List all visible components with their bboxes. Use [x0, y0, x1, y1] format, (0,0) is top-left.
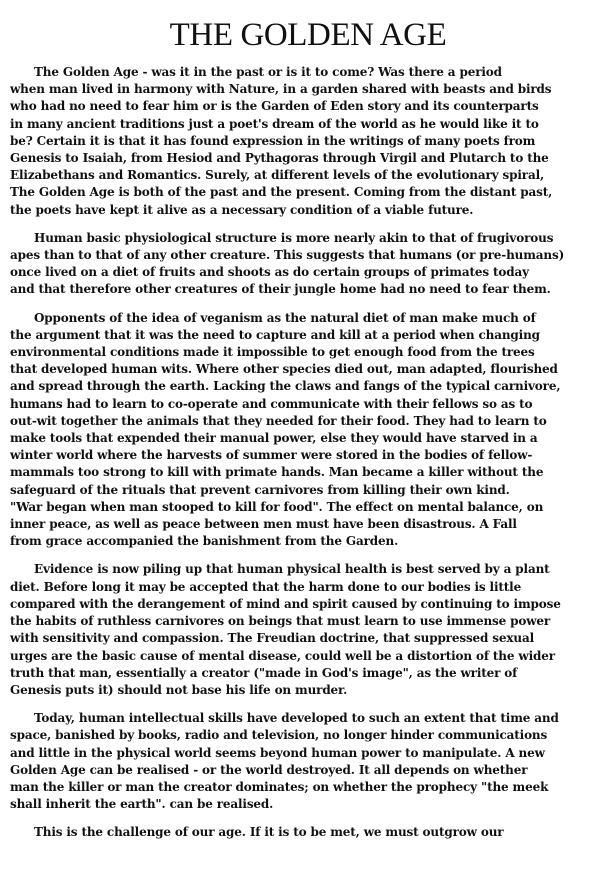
text-line: space, banished by books, radio and television, no longer hinder communications	[10, 728, 548, 743]
text-line: be? Certain it is that it has found expression in the writings of many poets from	[10, 133, 536, 148]
text-line: inner peace, as well as peace between men must have been disastrous. A Fall	[10, 517, 517, 532]
text-line: Elizabethans and Romantics. Surely, at different levels of the evolutionary spiral,	[10, 168, 545, 183]
text-line: urges are the basic cause of mental disease, could well be a distortion of the wider	[10, 648, 555, 663]
text-line: the argument that it was the need to capture and kill at a period when changing	[10, 327, 540, 342]
paragraph-1	[10, 64, 596, 219]
text-line: Genesis puts it) should not base his life on murder.	[10, 682, 348, 697]
paragraph-5	[10, 710, 596, 813]
text-line: with sensitivity and compassion. The Freudian doctrine, that suppressed sexual	[10, 631, 535, 646]
text-line: man the killer or man the creator dominates; on whether the prophecy "the meek	[10, 779, 549, 794]
paragraph-6	[10, 824, 596, 841]
text-line: diet. Before long it may be accepted that the harm done to our bodies is little	[10, 579, 522, 594]
page-title: THE GOLDEN AGE	[169, 17, 447, 53]
text-line: This is the challenge of our age. If it is to be met, we must outgrow our	[34, 825, 504, 840]
paragraph-4	[10, 561, 596, 699]
paragraph-3	[10, 310, 596, 551]
body-text	[10, 64, 596, 842]
text-line: environmental conditions made it impossible to get enough food from the trees	[10, 345, 535, 360]
text-line: shall inherit the earth". can be realised.	[10, 797, 274, 812]
text-line: when man lived in harmony with Nature, in a garden shared with beasts and birds	[10, 82, 552, 97]
text-line: Human basic physiological structure is more nearly akin to that of frugivorous	[34, 230, 554, 245]
text-line: winter world where the harvests of summer were stored in the bodies of fellow-	[10, 448, 533, 463]
text-line: apes than to that of any other creature. This suggests that humans (or pre-humans)	[10, 248, 565, 263]
text-line: compared with the derangement of mind and spirit caused by continuing to impose	[10, 596, 561, 611]
text-line: "War began when man stooped to kill for food". The effect on mental balance, on	[10, 499, 544, 514]
paragraph-2	[10, 230, 596, 299]
document-page	[10, 16, 596, 853]
text-line: who had no need to fear him or is the Garden of Eden story and its counterparts	[10, 99, 539, 114]
text-line: once lived on a diet of fruits and shoots as do certain groups of primates today	[10, 265, 529, 280]
text-line: safeguard of the rituals that prevent carnivores from killing their own kind.	[10, 482, 510, 497]
text-line: The Golden Age - was it in the past or is it to come? Was there a period	[34, 65, 502, 79]
text-line: make tools that expended their manual power, else they would have starved in a	[10, 431, 538, 446]
text-line: mammals too strong to kill with primate hands. Man became a killer without the	[10, 465, 544, 480]
text-line: from grace accompanied the banishment from the Garden.	[10, 534, 399, 549]
text-line: humans had to learn to co-operate and communicate with their fellows so as to	[10, 396, 533, 411]
text-line: Today, human intellectual skills have developed to such an extent that time and	[34, 711, 559, 726]
text-line: out-wit together the animals that they needed for their food. They had to learn to	[10, 413, 547, 428]
text-line: that developed human wits. Where other species died out, man adapted, flourished	[10, 362, 558, 377]
text-line: Opponents of the idea of veganism as the natural diet of man make much of	[34, 310, 536, 325]
text-line: Genesis to Isaiah, from Hesiod and Pythagoras through Virgil and Plutarch to the	[10, 151, 549, 166]
text-line: the poets have kept it alive as a necessary condition of a viable future.	[10, 202, 474, 217]
text-line: and that therefore other creatures of their jungle home had no need to fear them.	[10, 282, 551, 297]
text-line: truth that man, essentially a creator ("made in God's image", as the writer of	[10, 665, 518, 680]
text-line: Evidence is now piling up that human physical health is best served by a plant	[34, 562, 550, 577]
text-line: and little in the physical world seems beyond human power to manipulate. A new	[10, 745, 545, 760]
text-line: Golden Age can be realised - or the world destroyed. It all depends on whether	[10, 762, 528, 777]
text-line: The Golden Age is both of the past and the present. Coming from the distant past,	[10, 185, 553, 200]
text-line: and spread through the earth. Lacking the claws and fangs of the typical carnivore,	[10, 379, 561, 394]
text-line: the habits of ruthless carnivores on beings that must learn to use immense power	[10, 614, 551, 629]
text-line: in many ancient traditions just a poet's dream of the world as he would like it to	[10, 116, 539, 131]
